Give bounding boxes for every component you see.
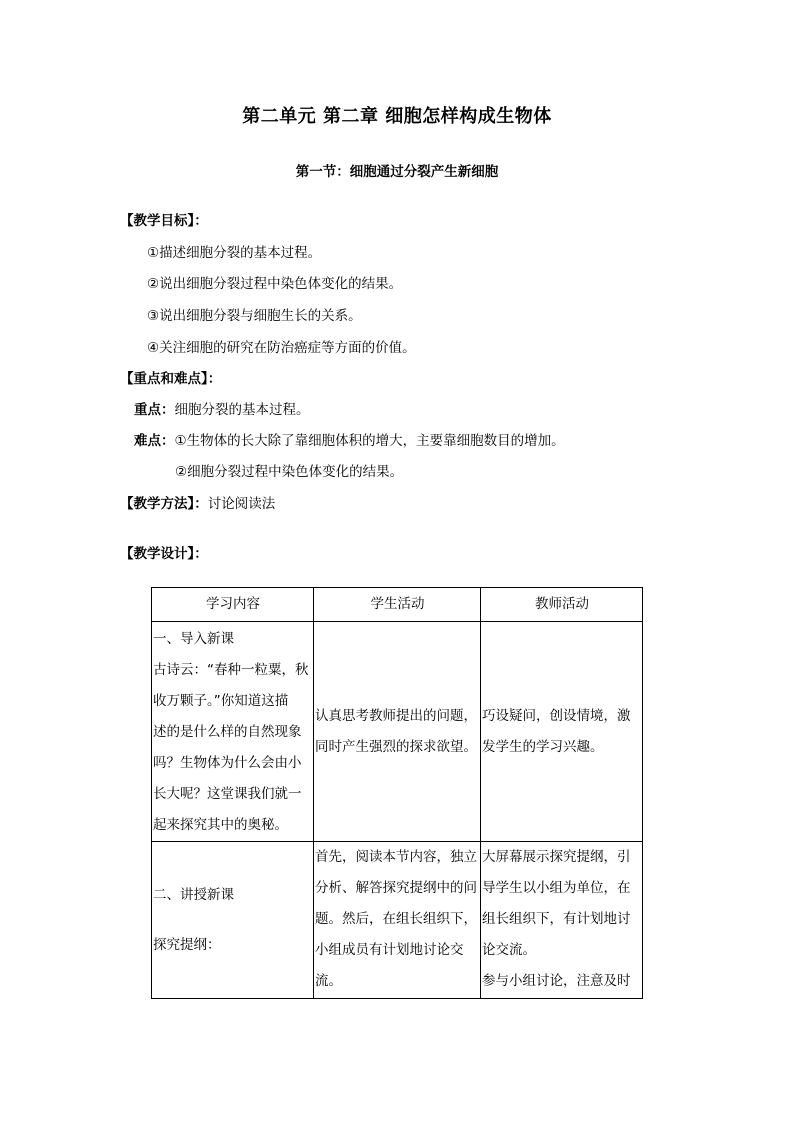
design-heading: 【教学设计】： [120, 546, 208, 562]
objectives-heading: 【教学目标】： [120, 213, 208, 229]
cell-line: 探究提纲： [153, 937, 221, 953]
objective-item: ①描述细胞分裂的基本过程。 [147, 245, 322, 261]
cell-line: 巧设疑问，创设情境，激 [482, 707, 631, 724]
cell-line: 起来探究其中的奥秘。 [153, 817, 288, 833]
column-header: 学生活动 [314, 588, 481, 622]
objective-item: ③说出细胞分裂与细胞生长的关系。 [147, 308, 362, 324]
cell-line: 认真思考教师提出的问题， [315, 707, 477, 724]
content-cell [152, 622, 314, 842]
cell-line: 吗？生物体为什么会由小 [153, 755, 302, 771]
cell-line: 发学生的学习兴趣。 [482, 738, 604, 755]
cell-line: 首先，阅读本节内容，独立 [315, 849, 477, 865]
method-text: 讨论阅读法 [207, 496, 276, 512]
student-cell [314, 622, 481, 842]
difficulty-row [134, 431, 565, 451]
document-title: 第二单元 第二章 细胞怎样构成生物体 [242, 106, 552, 127]
cell-line: 一、导入新课 [153, 631, 234, 647]
cell-line: 题。然后，在组长组织下， [315, 911, 477, 927]
teacher-cell [481, 622, 643, 842]
difficulty-item: ①生物体的长大除了靠细胞体积的增大，主要靠细胞数目的增加。 [174, 433, 565, 449]
cell-line: 述的是什么样的自然现象 [153, 724, 302, 740]
cell-line: 流。 [315, 973, 342, 989]
design-table [151, 587, 643, 999]
objective-item: ②说出细胞分裂过程中染色体变化的结果。 [147, 276, 403, 292]
method-row [120, 494, 275, 514]
cell-line: 收万颗子。”你知道这描 [153, 693, 289, 709]
cell-line: 组长组织下，有计划地讨 [482, 911, 631, 927]
cell-line: 大屏幕展示探究提纲，引 [482, 849, 631, 865]
difficulty-label: 难点： [134, 433, 175, 449]
cell-line: 分析、解答探究提纲中的问 [315, 880, 477, 896]
column-header: 学习内容 [152, 588, 314, 622]
teacher-cell [481, 842, 643, 999]
table-row [152, 622, 643, 842]
method-heading: 【教学方法】： [120, 496, 208, 512]
key-text: 细胞分裂的基本过程。 [174, 402, 310, 418]
objective-item: ④关注细胞的研究在防治癌症等方面的价值。 [147, 340, 416, 356]
content-cell [152, 842, 314, 999]
column-header: 教师活动 [481, 588, 643, 622]
key-label: 重点： [134, 402, 175, 418]
difficulty-item: ②细胞分裂过程中染色体变化的结果。 [175, 464, 404, 480]
key-points-heading: 【重点和难点】： [120, 371, 222, 387]
cell-line: 同时产生强烈的探求欲望。 [315, 738, 477, 755]
cell-line: 长大呢？这堂课我们就一 [153, 786, 302, 802]
cell-line: 二、讲授新课 [153, 887, 234, 903]
cell-line: 论交流。 [482, 942, 536, 958]
cell-line: 参与小组讨论，注意及时 [482, 973, 631, 989]
cell-line: 小组成员有计划地讨论交 [315, 942, 464, 958]
cell-line: 古诗云：“春种一粒粟，秋 [153, 662, 309, 678]
key-point-row [134, 400, 310, 420]
table-row [152, 842, 643, 999]
student-cell [314, 842, 481, 999]
table-header-row [152, 588, 643, 622]
section-subtitle: 第一节：细胞通过分裂产生新细胞 [295, 164, 499, 180]
cell-line: 导学生以小组为单位，在 [482, 880, 631, 896]
